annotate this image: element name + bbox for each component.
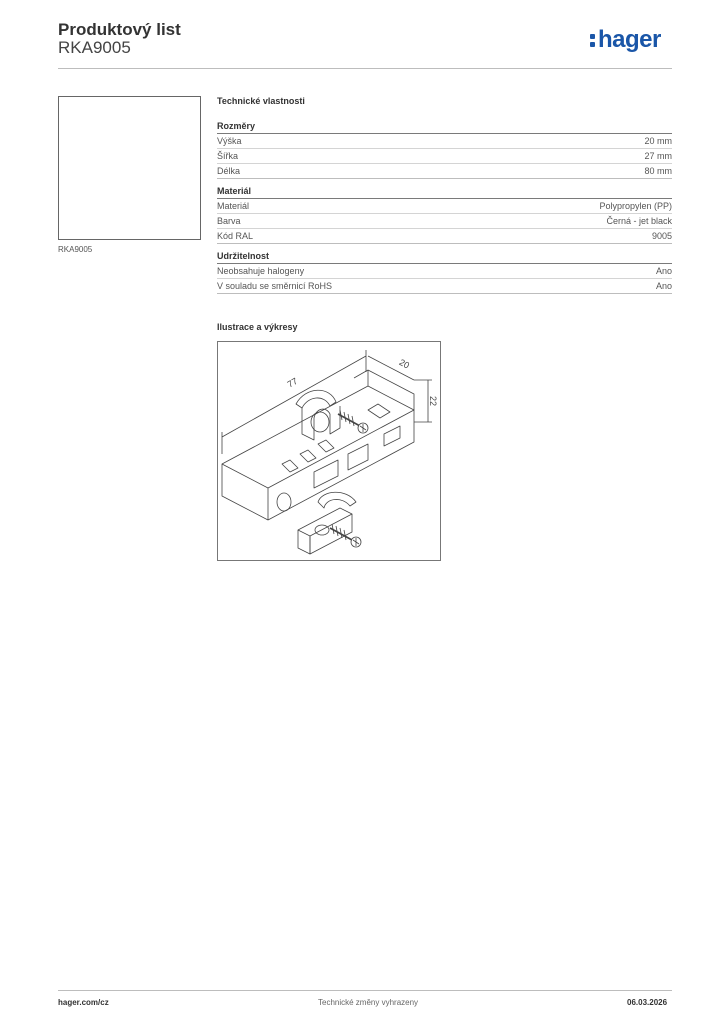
spec-value: 20 mm [644, 136, 672, 146]
spec-row [217, 214, 672, 229]
spec-row [217, 229, 672, 244]
length-label: 77 [285, 375, 300, 390]
spec-section-sustainability [217, 251, 672, 294]
width-dimension [368, 356, 414, 380]
page-title: Produktový list [58, 20, 181, 39]
product-code: RKA9005 [58, 38, 131, 57]
hager-logo [590, 26, 661, 54]
spec-label: Kód RAL [217, 231, 254, 241]
height-dimension [414, 380, 438, 422]
spec-row [217, 149, 672, 164]
footer-divider [58, 990, 672, 991]
section-heading: Udržitelnost [217, 251, 672, 264]
spec-value: Ano [655, 266, 672, 276]
spec-value: 80 mm [644, 166, 672, 176]
height-label: 22 [428, 396, 438, 407]
logo-dots-icon [590, 32, 595, 48]
spec-value: Polypropylen (PP) [599, 201, 672, 211]
technical-specs [217, 96, 672, 301]
spec-label: Materiál [217, 201, 250, 211]
spec-label: Výška [217, 136, 242, 146]
logo-text: hager [598, 26, 661, 53]
lower-screw-icon [330, 524, 361, 547]
width-label: 20 [397, 357, 412, 371]
specs-title: Technické vlastnosti [217, 96, 305, 106]
spec-section-dimensions [217, 121, 672, 179]
spec-label: V souladu se směrnicí RoHS [217, 281, 333, 291]
spec-label: Neobsahuje halogeny [217, 266, 305, 276]
footer-note: Technické změny vyhrazeny [318, 998, 419, 1007]
product-image-caption: RKA9005 [58, 245, 93, 254]
header-divider [58, 68, 672, 69]
spec-value: 9005 [651, 231, 672, 241]
footer-website-link[interactable]: hager.com/cz [58, 998, 109, 1007]
illustrations-title: Ilustrace a výkresy [217, 322, 298, 332]
product-image [58, 96, 201, 240]
technical-drawing [217, 341, 441, 561]
section-heading: Materiál [217, 186, 672, 199]
spec-row [217, 279, 672, 294]
spec-value: Ano [655, 281, 672, 291]
footer-date: 06.03.2026 [627, 998, 668, 1007]
spec-row [217, 199, 672, 214]
section-heading: Rozměry [217, 121, 672, 134]
spec-value: 27 mm [644, 151, 672, 161]
spec-label: Délka [217, 166, 241, 176]
spec-row [217, 134, 672, 149]
spec-row [217, 164, 672, 179]
spec-value: Černá - jet black [606, 216, 672, 226]
spec-row [217, 264, 672, 279]
lower-saddle-clamp [298, 492, 356, 554]
technical-drawing-svg [218, 342, 440, 560]
spec-label: Šířka [217, 151, 239, 161]
spec-section-material [217, 186, 672, 244]
spec-label: Barva [217, 216, 241, 226]
